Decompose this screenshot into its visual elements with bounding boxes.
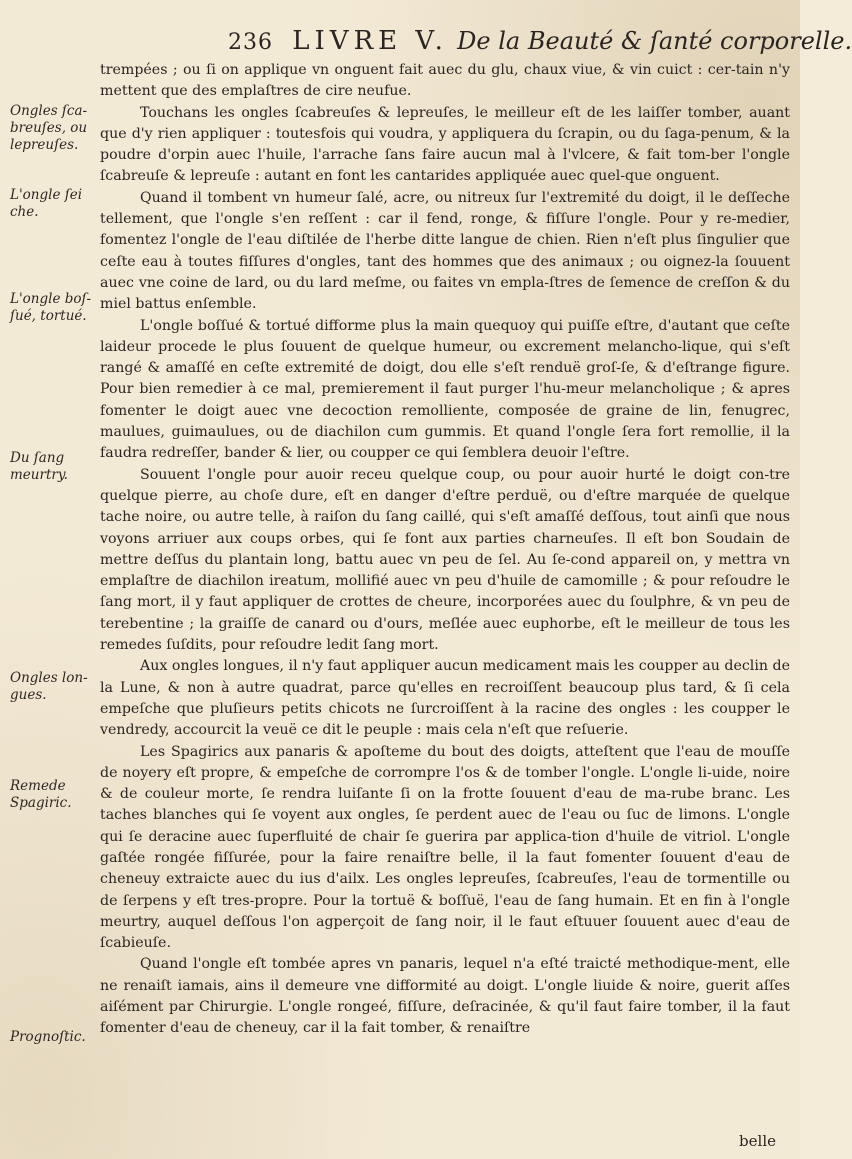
catchword: belle bbox=[739, 1132, 776, 1150]
paragraph: L'ongle boſſué & tortué difforme plus la main quequoy qui puiſſe eſtre, d'autant que ceſte laideur procede le plus ſouuent de quelque humeur, ou excrement melancho-lique, qui s'eſt rangé & amaſſé en ceſte extremité de doigt, dou elle s'eſt renduë groſ-ſe, & d'eſtrange figure. Pour bien remedier à ce mal, premierement il faut purger l'hu-meur melancholique ; & apres fomenter le doigt auec vne decoction remolliente, composée de graine de lin, fenugrec, maulues, guimaulues, ou de diachilon cum gummis. Et quand l'ongle ſera fort remollie, il la faudra redreſſer, bander & lier, ou coupper ce qui ſemblera deuoir l'eſtre. bbox=[100, 317, 790, 462]
running-title: De la Beauté & ſanté corporelle. bbox=[457, 27, 852, 55]
page-number: 236 bbox=[228, 30, 273, 55]
paragraph: Les Spagirics aux panaris & apoſteme du bout des doigts, atteſtent que l'eau de mouſſe de noyery eſt propre, & empeſche de corrompre l'os & de tomber l'ongle. L'ongle li-uide, noire & de couleur morte, ſe rendra luiſante ſi on la frotte ſouuent d'eau de ma-rube branc. Les taches blanches qui ſe voyent aux ongles, ſe perdent auec de l'eau ou ſuc de limons. L'ongle qui ſe deracine auec ſuperfluité de chair ſe guerira par applica-tion d'huile de vitriol. L'ongle gaſtée rongée fiſſurée, pour la faire renaiſtre belle, il la faut fomenter ſouuent d'eau de cheneuy extraicte auec du ius d'ailx. Les ongles lepreuſes, ſcabreuſes, l'eau de tormentille ou de ſerpens y eſt tres-propre. Pour la tortuë & boſſuë, l'eau de ſang humain. Et en fin à l'ongle meurtry, auquel deſſous l'on agperçoit de ſang noir, il le faut eſtuuer ſouuent auec d'eau de ſcabieuſe. bbox=[100, 743, 790, 952]
margin-note-ongle-bossue: L'ongle boſ-ſué, tortué. bbox=[10, 291, 92, 324]
paragraph: Quand l'ongle eſt tombée apres vn panaris, lequel n'a eſté traicté methodique-ment, elle ne renaiſt iamais, ains il demeure vne difformité au doigt. L'ongle liuide & noire, guerit aſſes aiſément par Chirurgie. L'ongle rongeé, fiſſure, deſracinée, & qu'il faut faire tomber, il la faut fomenter d'eau de cheneuy, car il la fait tomber, & renaiſtre bbox=[100, 956, 790, 1037]
paragraph: Quand il tombent vn humeur ſalé, acre, ou nitreux ſur l'extremité du doigt, il le deſſeche tellement, que l'ongle s'en reſſent : car il fend, ronge, & fiſſure l'ongle. Pour y re-medier, fomentez l'ongle de l'eau diſtilée de l'herbe ditte langue de chien. Rien n'eſt plus ſingulier que ceſte eau à toutes fiſſures d'ongles, tant des hommes que des animaux ; ou oignez-la ſouuent auec vne coine de lard, ou du lard meſme, ou faites vn empla-ſtres de ſemence de creſſon & du miel battus enſemble. bbox=[100, 189, 790, 313]
margin-note-remede-spagiric: Remede Spagiric. bbox=[10, 778, 72, 811]
margin-note-prognostic: Prognoſtic. bbox=[10, 1029, 86, 1045]
book-label: LIVRE V. bbox=[292, 26, 448, 56]
margin-note-sang-meurtry: Du ſang meurtry. bbox=[10, 450, 68, 483]
margin-note-ongles-scabreuses: Ongles ſca-breuſes, ou lepreuſes. bbox=[10, 103, 88, 153]
margin-note-ongle-seiche: L'ongle ſei che. bbox=[10, 187, 83, 220]
margin-note-ongles-longues: Ongles lon-gues. bbox=[10, 670, 88, 703]
body-text bbox=[100, 60, 790, 1040]
paragraph: Souuent l'ongle pour auoir receu quelque coup, ou pour auoir hurté le doigt con-tre quelque pierre, au choſe dure, eſt en danger d'eſtre perduë, ou d'eſtre marquée de quelque tache noire, ou autre telle, à raiſon du ſang caillé, qui s'eſt amaſſé deſſous, tout ainſi que nous voyons arriuer aux coups orbes, qui ſe font aux parties charneuſes. Il eſt bon Soudain de mettre deſſus du plantain long, battu auec vn peu de ſel. Au ſe-cond appareil on, y mettra vn emplaſtre de diachilon ireatum, mollifié auec vn peu d'huile de camomille ; & pour reſoudre le ſang mort, il y faut appliquer de crottes de cheure, incorporées auec du ſoulphre, & vn peu de terebentine ; la graiſſe de canard ou d'ours, meſlée auec euphorbe, eſt le meilleur de tous les remedes ſuſdits, pour reſoudre ledit ſang mort. bbox=[100, 466, 790, 654]
paragraph: Touchans les ongles ſcabreuſes & lepreuſes, le meilleur eſt de les laiſſer tomber, auant que d'y rien appliquer : toutesfois qui voudra, y appliquera du ſcrapin, ou du ſaga-penum, & la poudre d'orpin auec l'huile, l'arrache ſans faire aucun mal à l'vlcere, & fait tom-ber l'ongle ſcabreuſe & lepreuſe : autant en font les cantarides appliquée auec quel-que onguent. bbox=[100, 104, 790, 185]
paragraph: Aux ongles longues, il n'y faut appliquer aucun medicament mais les coupper au declin de la Lune, & non à autre quadrat, parce qu'elles en recroiſſent beaucoup plus tard, & ſi cela empeſche que pluſieurs petits chicots ne ſurcroiſſent à la racine des ongles : les coupper le vendredy, accourcit la veuë ce dit le peuple : mais cela n'eſt que reſuerie. bbox=[100, 658, 790, 739]
running-head bbox=[228, 26, 852, 56]
paragraph: trempées ; ou ſi on applique vn onguent fait auec du glu, chaux viue, & vin cuict : cer-tain n'y mettent que des emplaſtres de cire neufue. bbox=[100, 62, 790, 100]
